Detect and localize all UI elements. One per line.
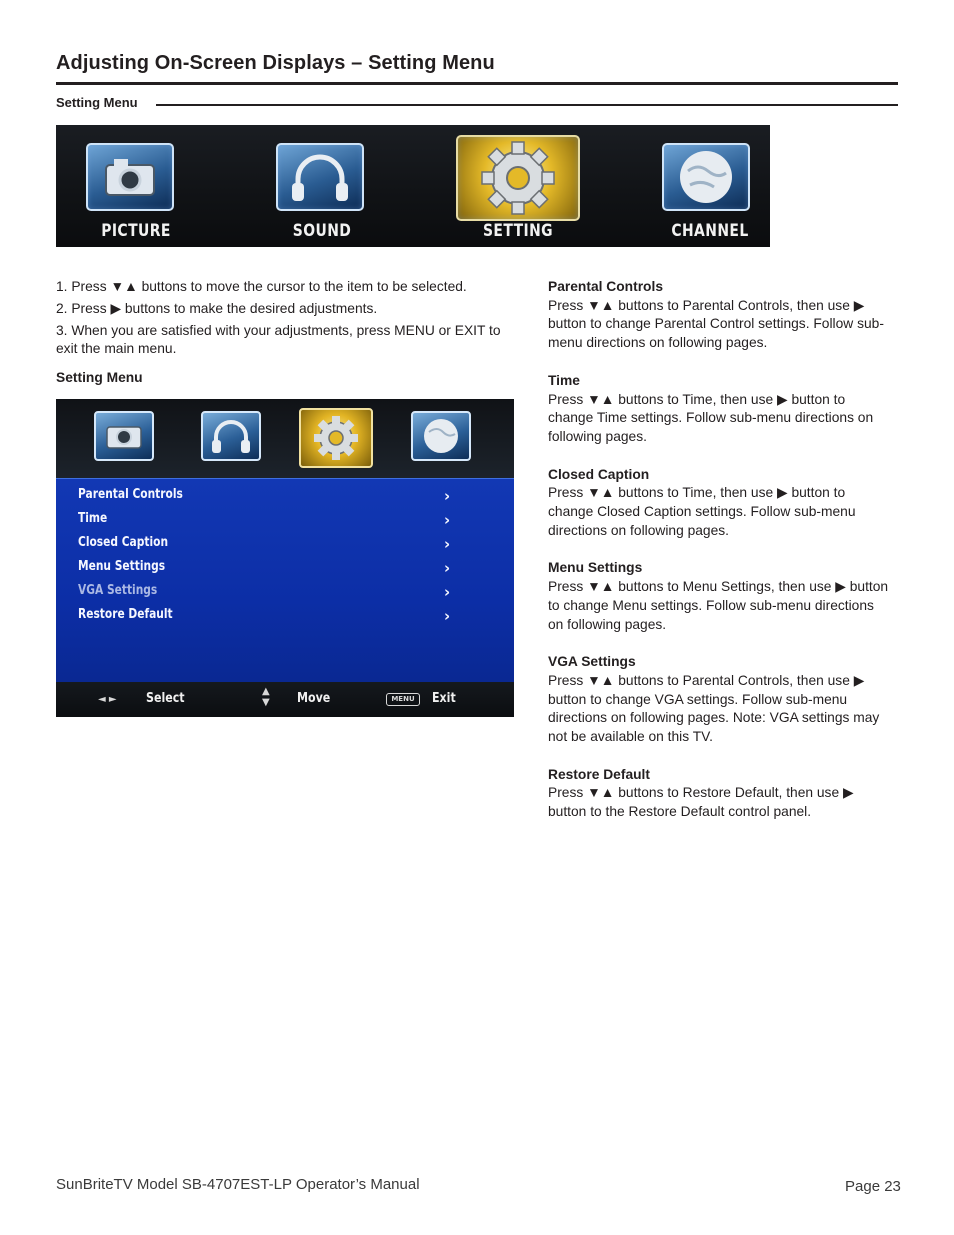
select-hint: Select <box>146 691 185 706</box>
banner-label-sound: SOUND <box>292 221 352 241</box>
instruction-steps <box>56 278 516 362</box>
osd-item-menu-settings[interactable] <box>78 559 458 579</box>
section-title: Closed Caption <box>548 466 650 482</box>
section-text: Press ▼▲ buttons to Parental Controls, then use ▶ button to change Parental Control settings. Follow sub-menu directions on following pages. <box>548 297 884 351</box>
osd-menu-panel <box>56 478 514 683</box>
section-time <box>548 372 893 447</box>
osd-item-label: Time <box>78 511 108 526</box>
section-text: Press ▼▲ buttons to Menu Settings, then use ▶ button to change Menu settings. Follow sub-menu directions on following pages. <box>548 579 889 632</box>
gear-icon <box>456 135 580 221</box>
banner-item-sound <box>242 125 402 247</box>
section-text: Press ▼▲ buttons to Time, then use ▶ button to change Closed Caption settings. Follow sub-menu directions on following pages. <box>548 485 856 538</box>
menu-key-icon: MENU <box>386 693 420 706</box>
footer-manual-title: SunBriteTV Model SB-4707EST-LP Operator’s Manual <box>56 1176 420 1193</box>
menu-item-descriptions <box>548 278 893 841</box>
section-menu-settings <box>548 559 893 634</box>
osd-item-label: VGA Settings <box>78 583 158 598</box>
section-text: Press ▼▲ buttons to Time, then use ▶ button to change Time settings. Follow sub-menu directions on following pages. <box>548 391 874 444</box>
section-closed-caption <box>548 466 893 541</box>
osd-item-label: Menu Settings <box>78 559 166 574</box>
section-restore-default <box>548 766 893 822</box>
chevron-right-icon: › <box>444 559 451 577</box>
osd-item-label: Parental Controls <box>78 487 183 502</box>
banner-item-setting <box>438 125 598 247</box>
section-title: Menu Settings <box>548 560 643 576</box>
banner-item-picture <box>60 125 220 247</box>
step-2: 2. Press ▶ buttons to make the desired adjustments. <box>56 301 378 316</box>
setting-menu-heading: Setting Menu <box>56 370 143 385</box>
banner-item-channel <box>630 125 790 247</box>
section-parental-controls <box>548 278 893 353</box>
osd-item-label: Closed Caption <box>78 535 169 550</box>
headphones-icon <box>276 143 364 211</box>
main-menu-banner <box>56 125 770 247</box>
headphones-icon <box>201 411 261 461</box>
osd-item-parental-controls[interactable] <box>78 487 458 507</box>
setting-menu-screenshot <box>56 399 514 717</box>
osd-item-restore-default[interactable] <box>78 607 458 627</box>
left-right-arrows-icon: ◄ ► <box>98 694 117 705</box>
chevron-right-icon: › <box>444 535 451 553</box>
camera-icon <box>86 143 174 211</box>
section-title: Time <box>548 372 580 388</box>
section-divider <box>156 104 898 106</box>
globe-icon <box>662 143 750 211</box>
exit-hint: Exit <box>432 691 456 706</box>
osd-item-vga-settings[interactable] <box>78 583 458 603</box>
section-text: Press ▼▲ buttons to Parental Controls, then use ▶ button to change VGA settings. Follow sub-menu directions on following pages. Note: VGA settings may not be available on this TV. <box>548 672 880 745</box>
banner-label-picture: PICTURE <box>101 221 171 241</box>
osd-item-closed-caption[interactable] <box>78 535 458 555</box>
camera-icon <box>94 411 154 461</box>
chevron-right-icon: › <box>444 487 451 505</box>
osd-icon-row <box>56 399 514 478</box>
gear-icon <box>299 408 373 468</box>
move-hint: Move <box>297 691 331 706</box>
chevron-right-icon: › <box>444 607 451 625</box>
up-down-arrows-icon: ▲ ▼ <box>262 686 270 708</box>
osd-item-time[interactable] <box>78 511 458 531</box>
step-1: 1. Press ▼▲ buttons to move the cursor to the item to be selected. <box>56 279 467 294</box>
banner-label-channel: CHANNEL <box>671 221 749 241</box>
section-title: VGA Settings <box>548 654 636 670</box>
title-divider <box>56 82 898 85</box>
chevron-right-icon: › <box>444 511 451 529</box>
step-3: 3. When you are satisfied with your adjustments, press MENU or EXIT to exit the main menu. <box>56 323 501 356</box>
chevron-right-icon: › <box>444 583 451 601</box>
section-text: Press ▼▲ buttons to Restore Default, then use ▶ button to the Restore Default control panel. <box>548 785 854 820</box>
globe-icon <box>411 411 471 461</box>
section-vga-settings <box>548 653 893 747</box>
section-title: Restore Default <box>548 766 650 782</box>
page-number: Page 23 <box>845 1178 901 1195</box>
section-title: Parental Controls <box>548 279 663 294</box>
page-title: Adjusting On-Screen Displays – Setting Menu <box>56 52 495 74</box>
osd-item-label: Restore Default <box>78 607 173 622</box>
osd-help-bar <box>56 682 514 717</box>
section-heading: Setting Menu <box>56 95 145 110</box>
banner-label-setting: SETTING <box>482 221 554 241</box>
